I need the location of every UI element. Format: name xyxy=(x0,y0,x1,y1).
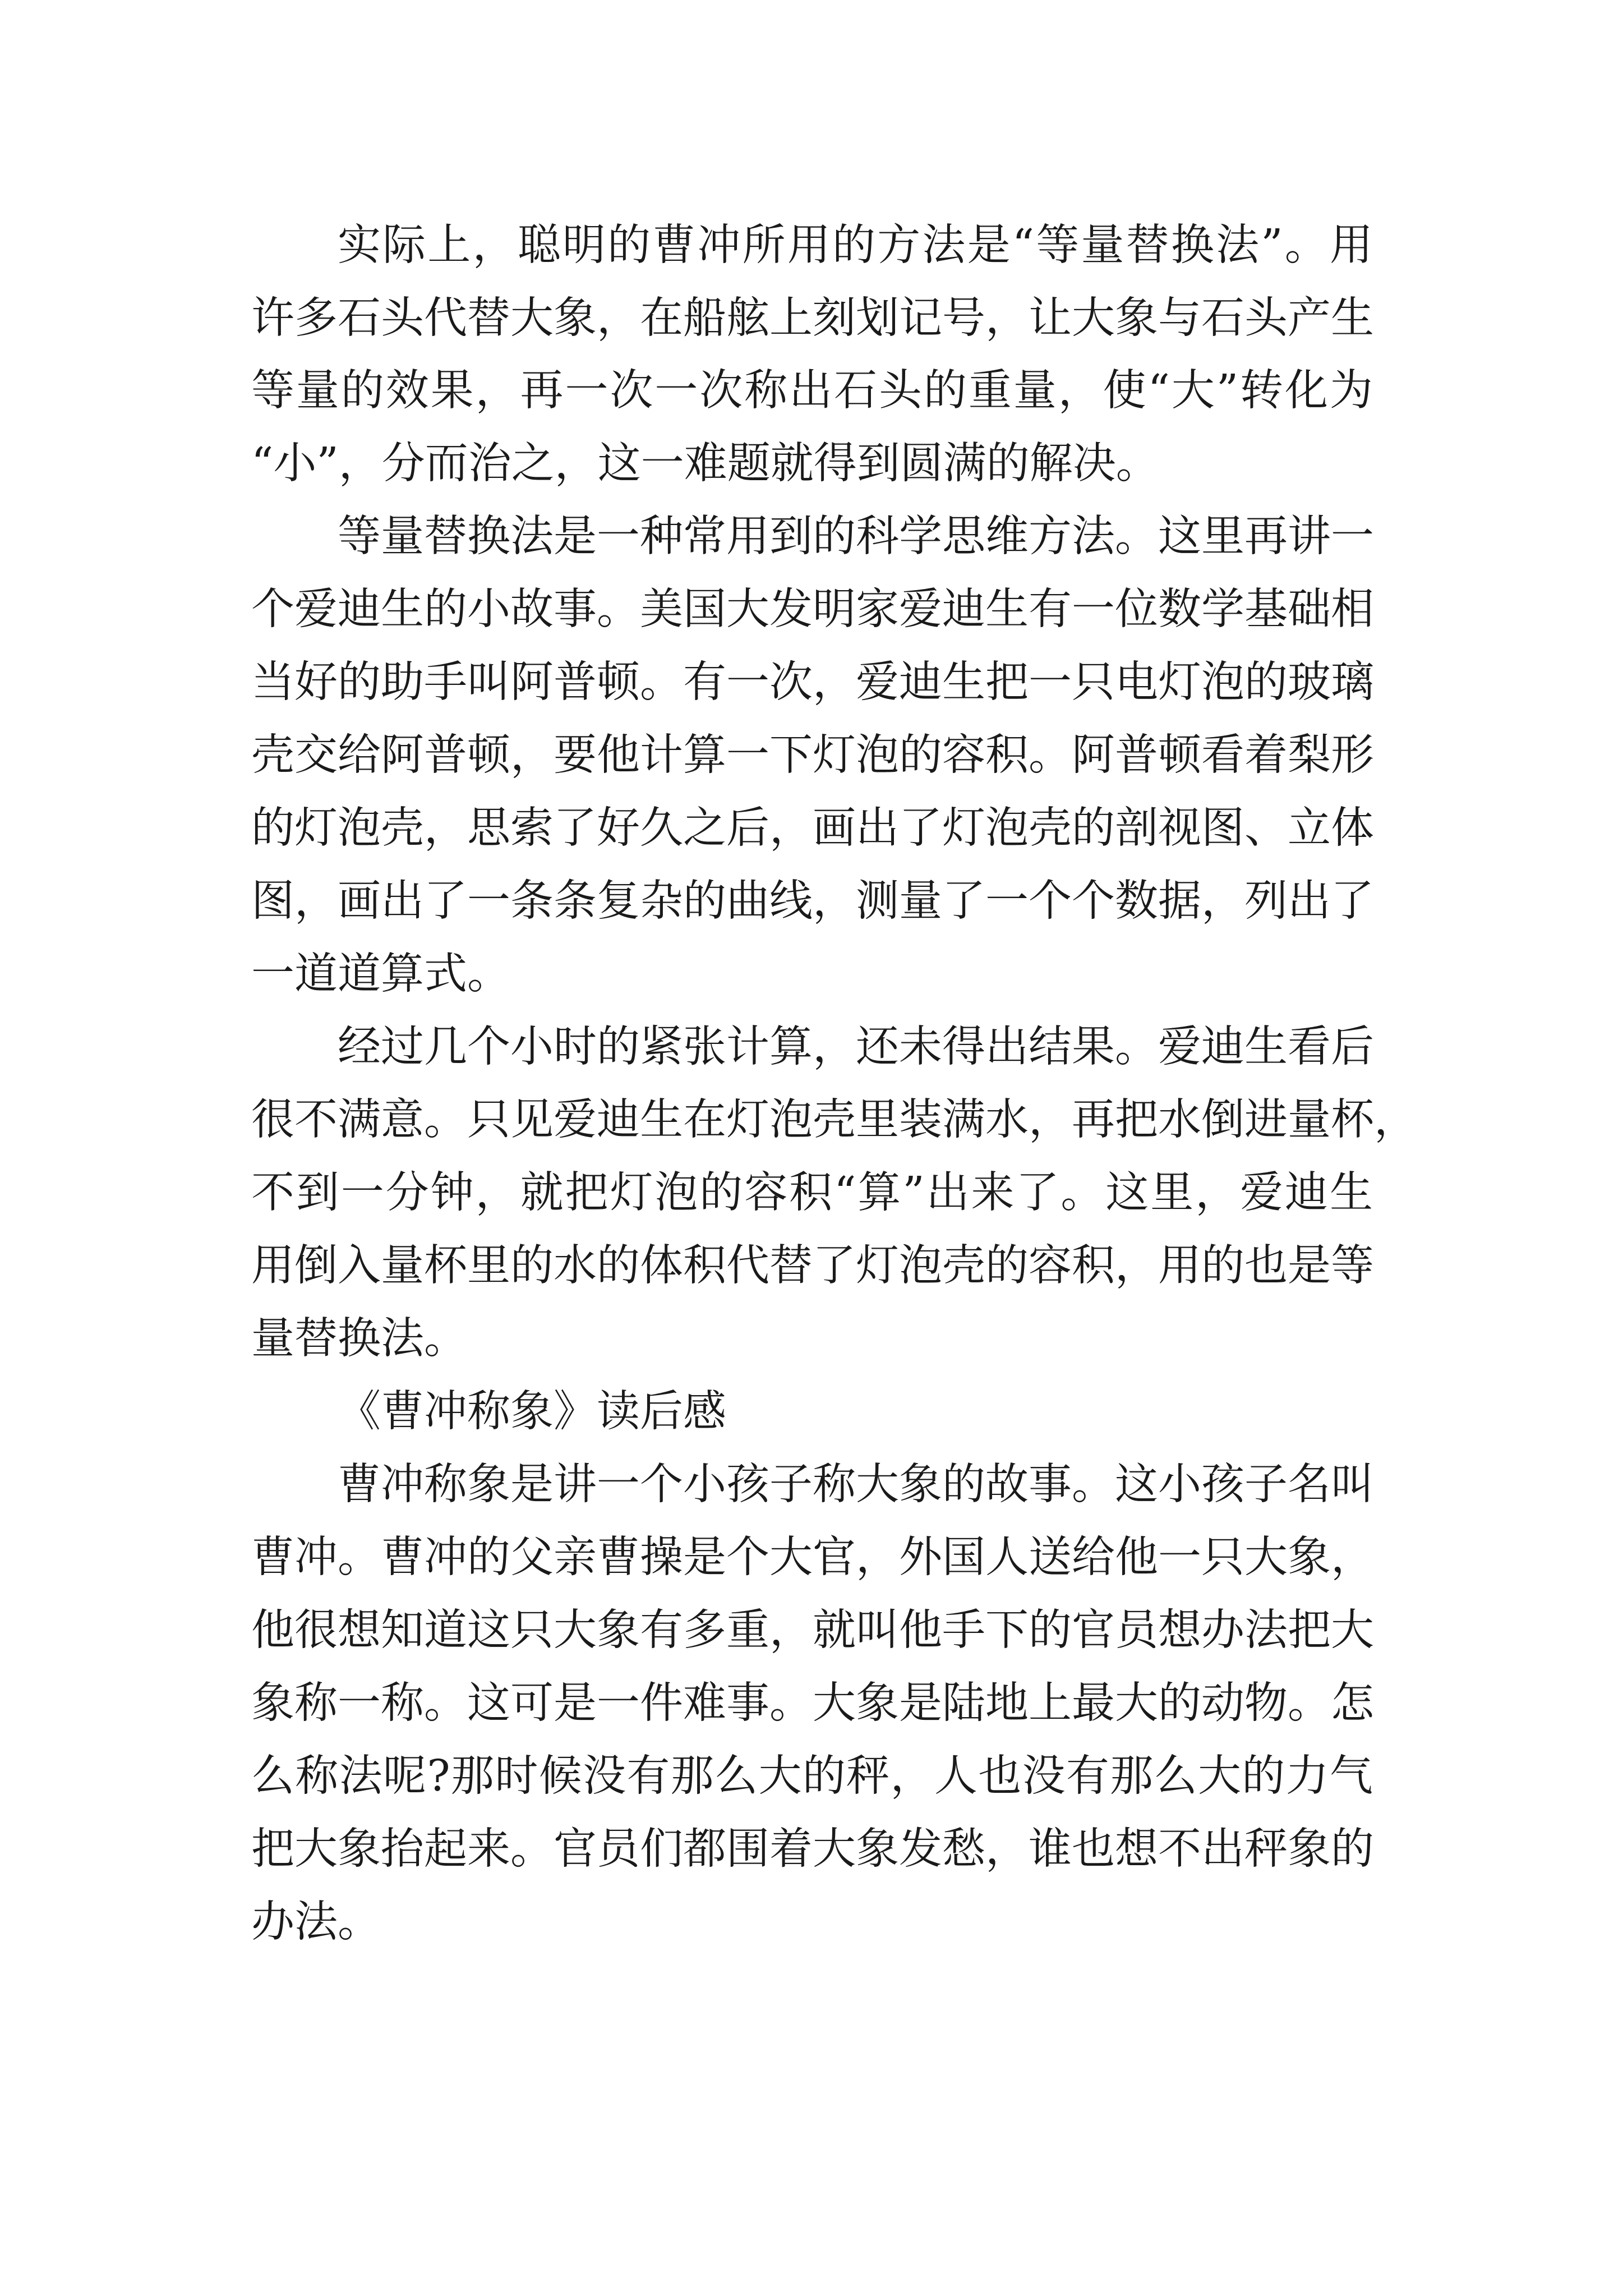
paragraph-3-line-5: 量替换法。 xyxy=(251,1314,467,1364)
paragraph-3-line-3: 不到一分钟，就把灯泡的容积“算”出来了。这里，爱迪生 xyxy=(251,1168,1373,1218)
paragraph-2-line-4: 壳交给阿普顿，要他计算一下灯泡的容积。阿普顿看着梨形 xyxy=(251,730,1374,780)
paragraph-4-line-2: 曹冲。曹冲的父亲曹操是个大官，外国人送给他一只大象， xyxy=(251,1533,1374,1582)
paragraph-4-line-5: 么称法呢?那时候没有那么大的秤，人也没有那么大的力气 xyxy=(251,1751,1373,1801)
paragraph-2-line-6: 图，画出了一条条复杂的曲线，测量了一个个数据，列出了 xyxy=(251,876,1374,926)
paragraph-4-line-6: 把大象抬起来。官员们都围着大象发愁，谁也想不出秤象的 xyxy=(251,1824,1374,1874)
paragraph-1-line-2: 许多石头代替大象，在船舷上刻划记号，让大象与石头产生 xyxy=(251,293,1374,343)
paragraph-3-line-1: 经过几个小时的紧张计算，还未得出结果。爱迪生看后 xyxy=(338,1022,1374,1072)
paragraph-1-line-1: 实际上，聪明的曹冲所用的方法是“等量替换法”。用 xyxy=(338,220,1373,270)
paragraph-3-line-4: 用倒入量杯里的水的体积代替了灯泡壳的容积，用的也是等 xyxy=(251,1241,1374,1291)
section-title: 《曹冲称象》读后感 xyxy=(338,1387,726,1437)
paragraph-4-line-3: 他很想知道这只大象有多重，就叫他手下的官员想办法把大 xyxy=(251,1605,1374,1655)
paragraph-2-line-3: 当好的助手叫阿普顿。有一次，爱迪生把一只电灯泡的玻璃 xyxy=(251,657,1374,707)
paragraph-2-line-5: 的灯泡壳，思索了好久之后，画出了灯泡壳的剖视图、立体 xyxy=(251,803,1374,853)
paragraph-1-line-3: 等量的效果，再一次一次称出石头的重量，使“大”转化为 xyxy=(251,366,1373,416)
paragraph-2-line-1: 等量替换法是一种常用到的科学思维方法。这里再讲一 xyxy=(338,512,1374,562)
paragraph-4-line-4: 象称一称。这可是一件难事。大象是陆地上最大的动物。怎 xyxy=(251,1678,1374,1728)
paragraph-2-line-7: 一道道算式。 xyxy=(251,949,510,999)
paragraph-3-line-2: 很不满意。只见爱迪生在灯泡壳里装满水，再把水倒进量杯， xyxy=(251,1095,1417,1145)
paragraph-1-line-4: “小”，分而治之，这一难题就得到圆满的解决。 xyxy=(251,439,1159,489)
paragraph-4-line-7: 办法。 xyxy=(251,1897,381,1947)
paragraph-2-line-2: 个爱迪生的小故事。美国大发明家爱迪生有一位数学基础相 xyxy=(251,585,1374,634)
paragraph-4-line-1: 曹冲称象是讲一个小孩子称大象的故事。这小孩子名叫 xyxy=(338,1460,1374,1510)
